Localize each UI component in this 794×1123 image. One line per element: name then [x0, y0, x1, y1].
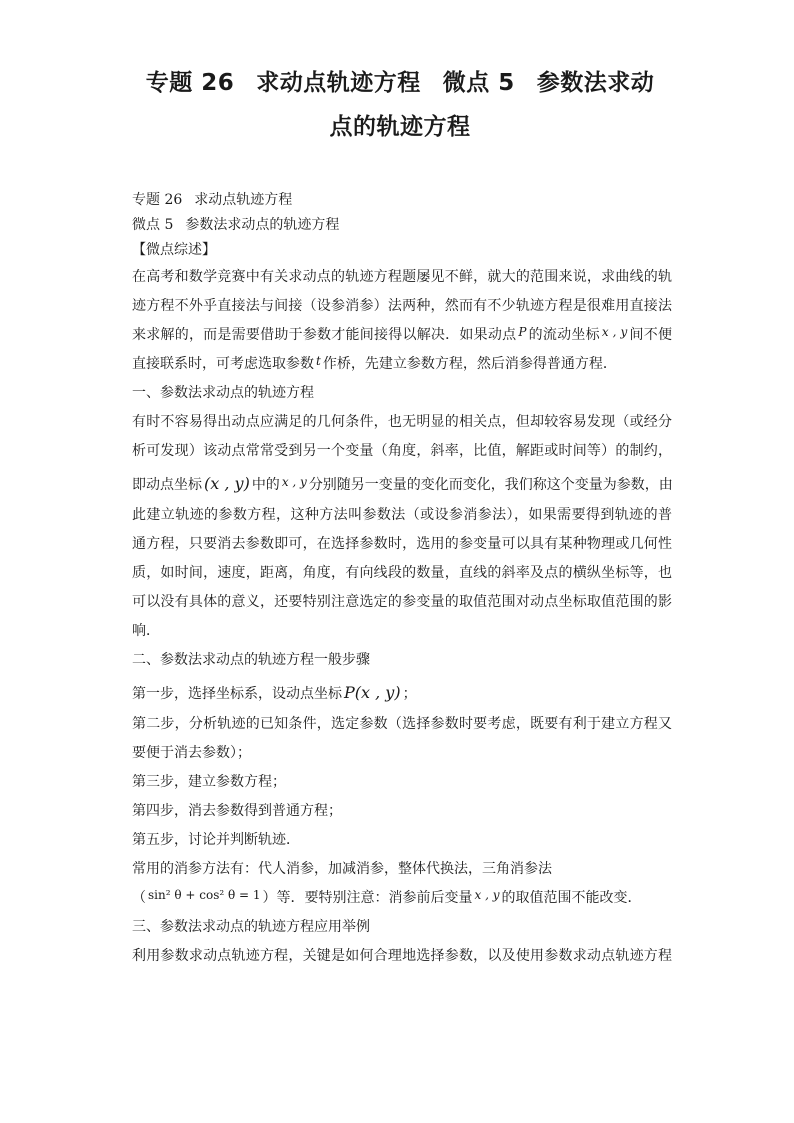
paragraph-line: 可以没有具体的意义，还要特别注意选定的参变量的取值范围对动点坐标取值范围的影 [132, 594, 672, 610]
step-3: 第三步，建立参数方程； [132, 774, 286, 790]
title-topic-name: 求动点轨迹方程 [256, 70, 421, 96]
step-5: 第五步，讨论并判断轨迹． [132, 832, 300, 848]
micro-point-line [132, 213, 672, 238]
paragraph-line: 通方程，只要消去参数即可，在选择参数时，选用的参变量可以具有某种物理或几何性 [132, 536, 672, 552]
micro-name: 参数法求动点的轨迹方程 [185, 217, 340, 233]
step-2: 第二步，分析轨迹的已知条件，选定参数（选择参数时要考虑，既要有利于建立方程又 [132, 716, 672, 732]
math-xy: x , y [601, 325, 628, 339]
section-heading-3: 三、参数法求动点的轨迹方程应用举例 [132, 919, 370, 935]
math-xy: x , y [474, 888, 500, 902]
step-2-cont: 要便于消去参数）； [132, 745, 251, 761]
identity-line: （ sin² θ + cos² θ = 1 ）等．要特别注意：消参前后变量 x , y 的取值范围不能改变． [132, 888, 642, 906]
paragraph-line: 有时不容易得出动点应满足的几何条件，也无明显的相关点，但却较容易发现（或经分 [132, 414, 672, 430]
title-micro-number: 微点 5 [442, 70, 515, 96]
page-title-line2: 点的轨迹方程 [329, 114, 471, 140]
paragraph-line: 响． [132, 623, 160, 639]
intro-line: 来求解的，而是需要借助于参数才能间接得以解决．如果动点 P 的流动坐标 x , y 间不便 [132, 325, 673, 343]
topic-name: 求动点轨迹方程 [194, 192, 293, 208]
math-p: P [518, 325, 527, 339]
title-micro-name-start: 参数法求动 [536, 70, 655, 96]
section-heading-1: 一、参数法求动点的轨迹方程 [132, 385, 314, 401]
paragraph-line: 质，如时间，速度，距离，角度，有向线段的数量，直线的斜率及点的横纵坐标等，也 [132, 565, 672, 581]
micro-number: 微点 5 [132, 217, 174, 233]
page-title-line1 [100, 64, 700, 97]
document-body [132, 188, 672, 971]
math-t: t [316, 354, 321, 368]
intro-line: 迹方程不外乎直接法与间接（设参消参）法两种，然而有不少轨迹方程是很难用直接法 [132, 298, 672, 314]
math-point: P(x , y) [344, 683, 401, 702]
title-topic-number: 专题 26 [145, 70, 235, 96]
section-heading-2: 二、参数法求动点的轨迹方程一般步骤 [132, 652, 370, 668]
step-4: 第四步，消去参数得到普通方程； [132, 803, 342, 819]
paragraph-line: 即动点坐标 (x , y) 中的 x , y 分别随另一变量的变化而变化，我们称这个变量为参数，由 [132, 474, 673, 493]
step-1: 第一步，选择坐标系，设动点坐标 P(x , y) ； [132, 683, 417, 702]
section-header: 【微点综述】 [132, 242, 216, 258]
intro-line: 直接联系时，可考虑选取参数 t 作桥，先建立参数方程，然后消参得普通方程． [132, 354, 617, 372]
paragraph-line: 此建立轨迹的参数方程，这种方法叫参数法（或设参消参法），如果需要得到轨迹的普 [132, 507, 672, 523]
methods-line: 常用的消参方法有：代人消参，加减消参，整体代换法，三角消参法 [132, 861, 552, 877]
paragraph-line: 析可发现）该动点常常受到另一个变量（角度，斜率，比值，解距或时间等）的制约， [132, 443, 672, 459]
paragraph-line: 利用参数求动点轨迹方程，关键是如何合理地选择参数，以及使用参数求动点轨迹方程 [132, 948, 672, 964]
topic-number: 专题 26 [132, 192, 183, 208]
math-coord: (x , y) [204, 474, 250, 493]
intro-line: 在高考和数学竞赛中有关求动点的轨迹方程题屡见不鲜，就大的范围来说，求曲线的轨 [132, 269, 672, 285]
topic-line [132, 188, 672, 213]
math-identity: sin² θ + cos² θ = 1 [148, 888, 261, 902]
math-xy: x , y [281, 475, 307, 489]
